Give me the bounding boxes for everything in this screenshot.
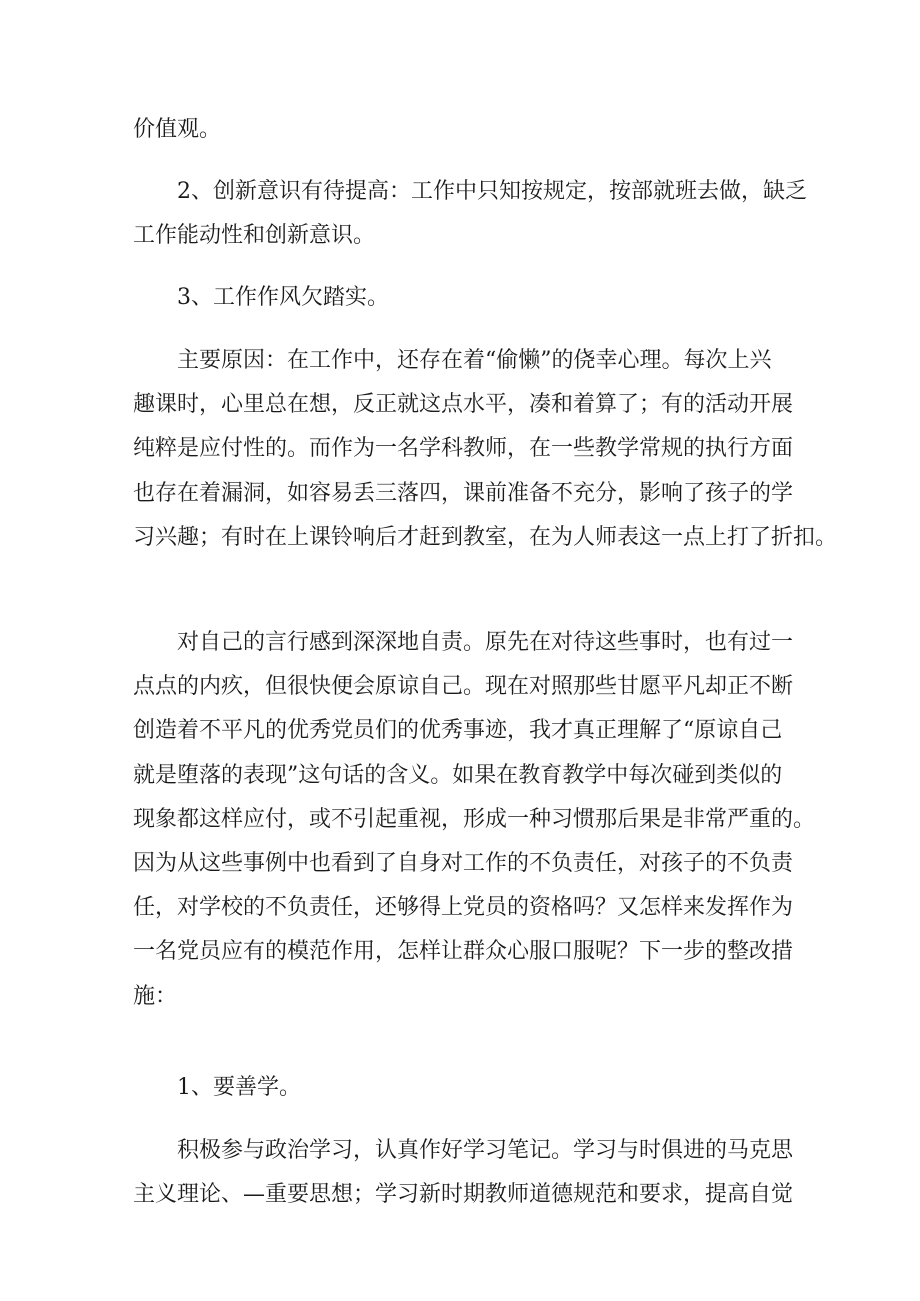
text-line: 也存在着漏洞，如容易丢三落四，课前准备不充分，影响了孩子的学 [133, 480, 794, 506]
text-line: 因为从这些事例中也看到了自身对工作的不负责任，对孩子的不负责 [133, 850, 794, 876]
text-line: 趣课时，心里总在想，反正就这点水平，凑和着算了；有的活动开展 [133, 392, 794, 418]
text-line: 现象都这样应付，或不引起重视，形成一种习惯那后果是非常严重的。 [133, 806, 816, 832]
text-line: 纯粹是应付性的。而作为一名学科教师，在一些教学常规的执行方面 [133, 436, 794, 462]
paragraph-1 [133, 108, 793, 152]
paragraph-5 [133, 621, 816, 1019]
text-line: 主义理论、—重要思想；学习新时期教师道德规范和要求，提高自觉 [133, 1182, 794, 1208]
paragraph-6 [133, 1066, 793, 1110]
text-line: 主要原因：在工作中，还存在着“偷懒”的侥幸心理。每次上兴 [177, 348, 772, 373]
paragraph-7 [133, 1129, 793, 1217]
text-line: 积极参与政治学习，认真作好学习笔记。学习与时俱进的马克思 [177, 1138, 794, 1163]
text-line: 3、工作作风欠踏实。 [177, 285, 389, 310]
paragraph-4 [133, 339, 838, 560]
text-line: 1、要善学。 [177, 1075, 301, 1100]
text-line: 对自己的言行感到深深地自责。原先在对待这些事时，也有过一 [177, 630, 794, 655]
paragraph-3 [133, 276, 793, 320]
text-line: 就是堕落的表现”这句话的含义。如果在教育教学中每次碰到类似的 [133, 762, 783, 788]
text-line: 工作能动性和创新意识。 [133, 223, 376, 249]
text-line: 2、创新意识有待提高：工作中只知按规定，按部就班去做，缺乏 [177, 179, 807, 204]
text-line: 一名党员应有的模范作用，怎样让群众心服口服呢？下一步的整改措 [133, 939, 794, 965]
text-line: 点点的内疚，但很快便会原谅自己。现在对照那些甘愿平凡却正不断 [133, 674, 794, 700]
text-line: 价值观。 [133, 117, 222, 142]
text-line: 创造着不平凡的优秀党员们的优秀事迹，我才真正理解了“原谅自己 [133, 718, 783, 744]
text-line: 施： [133, 983, 178, 1009]
paragraph-2 [133, 170, 807, 258]
text-line: 任，对学校的不负责任，还够得上党员的资格吗？又怎样来发挥作为 [133, 895, 794, 921]
text-line: 习兴趣；有时在上课铃响后才赶到教室，在为人师表这一点上打了折扣。 [133, 524, 838, 550]
